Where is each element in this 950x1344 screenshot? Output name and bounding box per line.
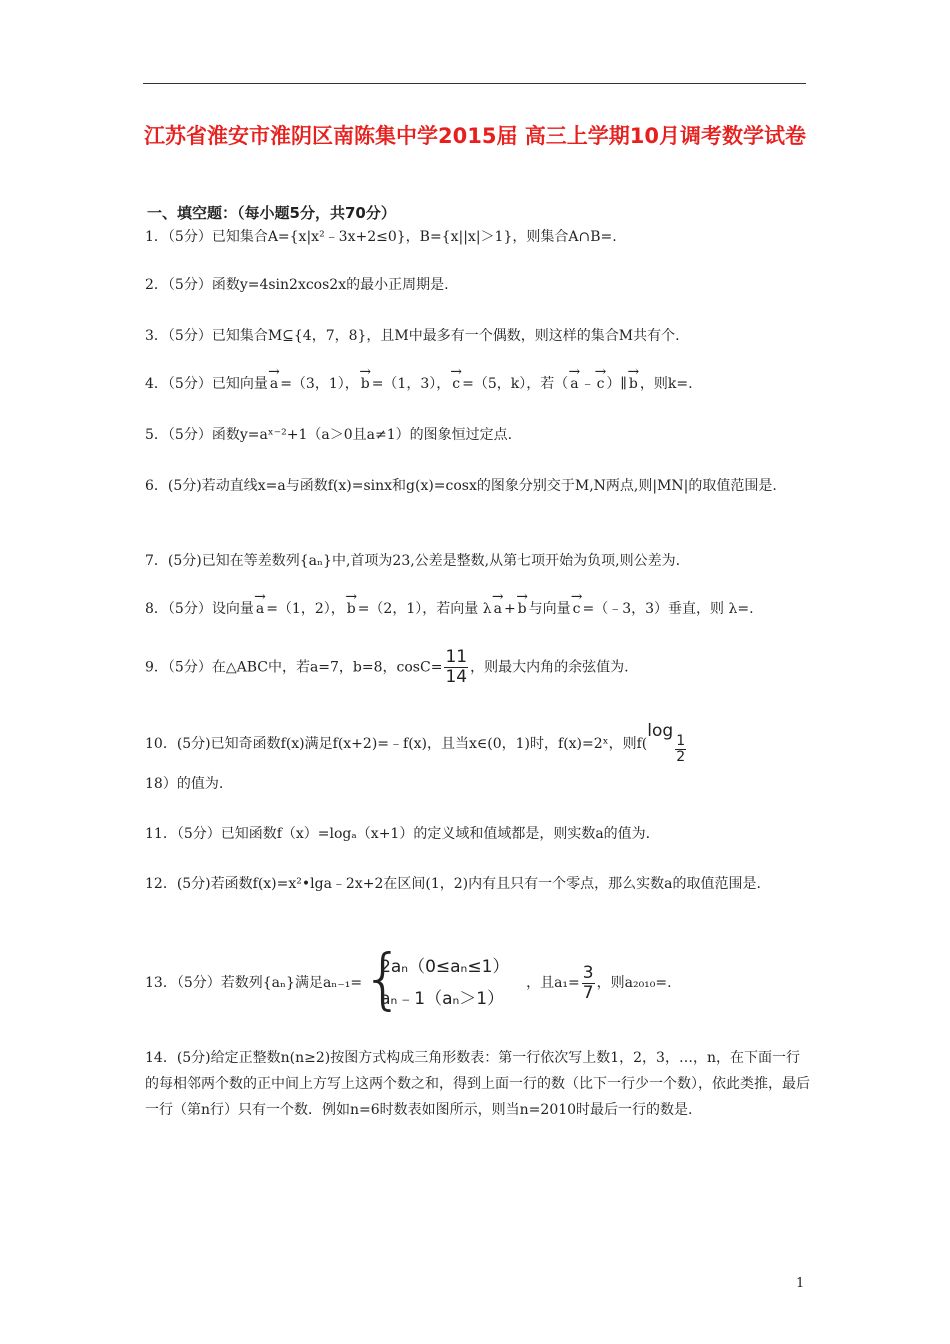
vector-c: → c <box>450 364 463 392</box>
q13-mid: ，且a₁= <box>526 975 580 991</box>
question-13 <box>145 940 813 1017</box>
q8-part: =（2，1），若向量 λ <box>357 601 492 617</box>
q8-part: 与向量 <box>528 601 571 617</box>
question-11: 11．（5分）已知函数f（x）=logₐ（x+1）的定义域和值域都是，则实数a的值为. <box>145 826 651 842</box>
fraction-3-7: $\frac{3}{7}$ <box>582 962 594 1003</box>
log-half: log $\frac{1}{2}$ <box>647 721 686 765</box>
question-10-line2: 18）的值为. <box>145 776 224 792</box>
section-heading: 一、填空题：（每小题5分，共70分） <box>147 204 396 222</box>
vector-a: → a <box>268 364 280 392</box>
q4-part: =（3，1）， <box>280 376 359 392</box>
q4-part: ）∥ <box>606 376 627 392</box>
piecewise-definition: { 2aₙ（0≤aₙ≤1） aₙ﹣1（aₙ＞1） <box>362 940 510 1017</box>
vector-b: → b <box>627 364 640 392</box>
q4-part: ，则k=. <box>639 376 693 392</box>
question-12: 12．(5分)若函数f(x)=x²•lga﹣2x+2在区间(1，2)内有且只有一个零点，那么实数a的取值范围是. <box>145 876 761 892</box>
q8-part: =（1，2）， <box>266 601 345 617</box>
page-title: 江苏省淮安市淮阴区南陈集中学2015届 高三上学期10月调考数学试卷 <box>144 124 806 148</box>
question-10 <box>145 722 813 766</box>
q8-prefix: 8．（5分）设向量 <box>145 601 254 617</box>
question-14: 14．(5分)给定正整数n(n≥2)按图方式构成三角形数表：第一行依次写上数1，2，3，…，n，在下面一行的每相邻两个数的正中间上方写上这两个数之和，得到上面一行的数（比下一行少一个数），依此类推，最后一行（第n行）只有一个数．例如n=6时数表如图所示，则当n=2010时最后一行的数是. <box>145 1050 810 1118</box>
question-5: 5．（5分）函数y=aˣ⁻²+1（a＞0且a≠1）的图象恒过定点. <box>145 427 513 443</box>
vector-c: → c <box>594 364 607 392</box>
vector-b: → b <box>345 589 358 617</box>
q10-prefix: 10．(5分)已知奇函数f(x)满足f(x+2)=﹣f(x)，且当x∈(0，1)时，f(x)=2ˣ，则f( <box>145 736 648 752</box>
q8-part: =（﹣3，3）垂直，则 λ=. <box>582 601 754 617</box>
header-rule <box>143 83 806 84</box>
question-4 <box>145 364 813 397</box>
fraction-11-14: $\frac{11}{14}$ <box>445 647 468 687</box>
q13-prefix: 13．（5分）若数列{aₙ}满足aₙ₋₁= <box>145 975 363 991</box>
q13-suffix: ，则a₂₀₁₀=. <box>596 975 672 991</box>
q9-suffix: ，则最大内角的余弦值为. <box>470 659 629 676</box>
question-2: 2．（5分）函数y=4sin2xcos2x的最小正周期是. <box>145 277 449 293</box>
vector-b: → b <box>516 589 529 617</box>
question-6: 6．(5分)若动直线x=a与函数f(x)=sinx和g(x)=cosx的图象分别交于M,N两点,则|MN|的取值范围是. <box>145 478 777 494</box>
q4-part: =（1，3）， <box>371 376 451 392</box>
q4-part: =（5，k），若（ <box>462 376 569 392</box>
q9-prefix: 9．（5分）在△ABC中，若a=7，b=8，cosC= <box>145 659 443 676</box>
vector-a: → a <box>491 589 504 617</box>
question-1: 1．（5分）已知集合A={x|x²﹣3x+2≤0}，B={x||x|＞1}，则集合A∩B=. <box>145 229 617 245</box>
q4-prefix: 4．（5分）已知向量 <box>145 376 268 392</box>
question-9 <box>145 648 813 687</box>
question-3: 3．（5分）已知集合M⊆{4，7，8}，且M中最多有一个偶数，则这样的集合M共有个. <box>145 328 680 344</box>
vector-a: → a <box>568 364 581 392</box>
question-8 <box>145 589 813 622</box>
vector-b: → b <box>359 364 372 392</box>
vector-a: → a <box>254 589 266 617</box>
page-number: 1 <box>796 1276 805 1291</box>
q4-part: ﹣ <box>580 376 595 392</box>
vector-c: → c <box>570 589 583 617</box>
q8-part: + <box>503 601 516 617</box>
question-7: 7．(5分)已知在等差数列{aₙ}中,首项为23,公差是整数,从第七项开始为负项,则公差为. <box>145 553 681 569</box>
